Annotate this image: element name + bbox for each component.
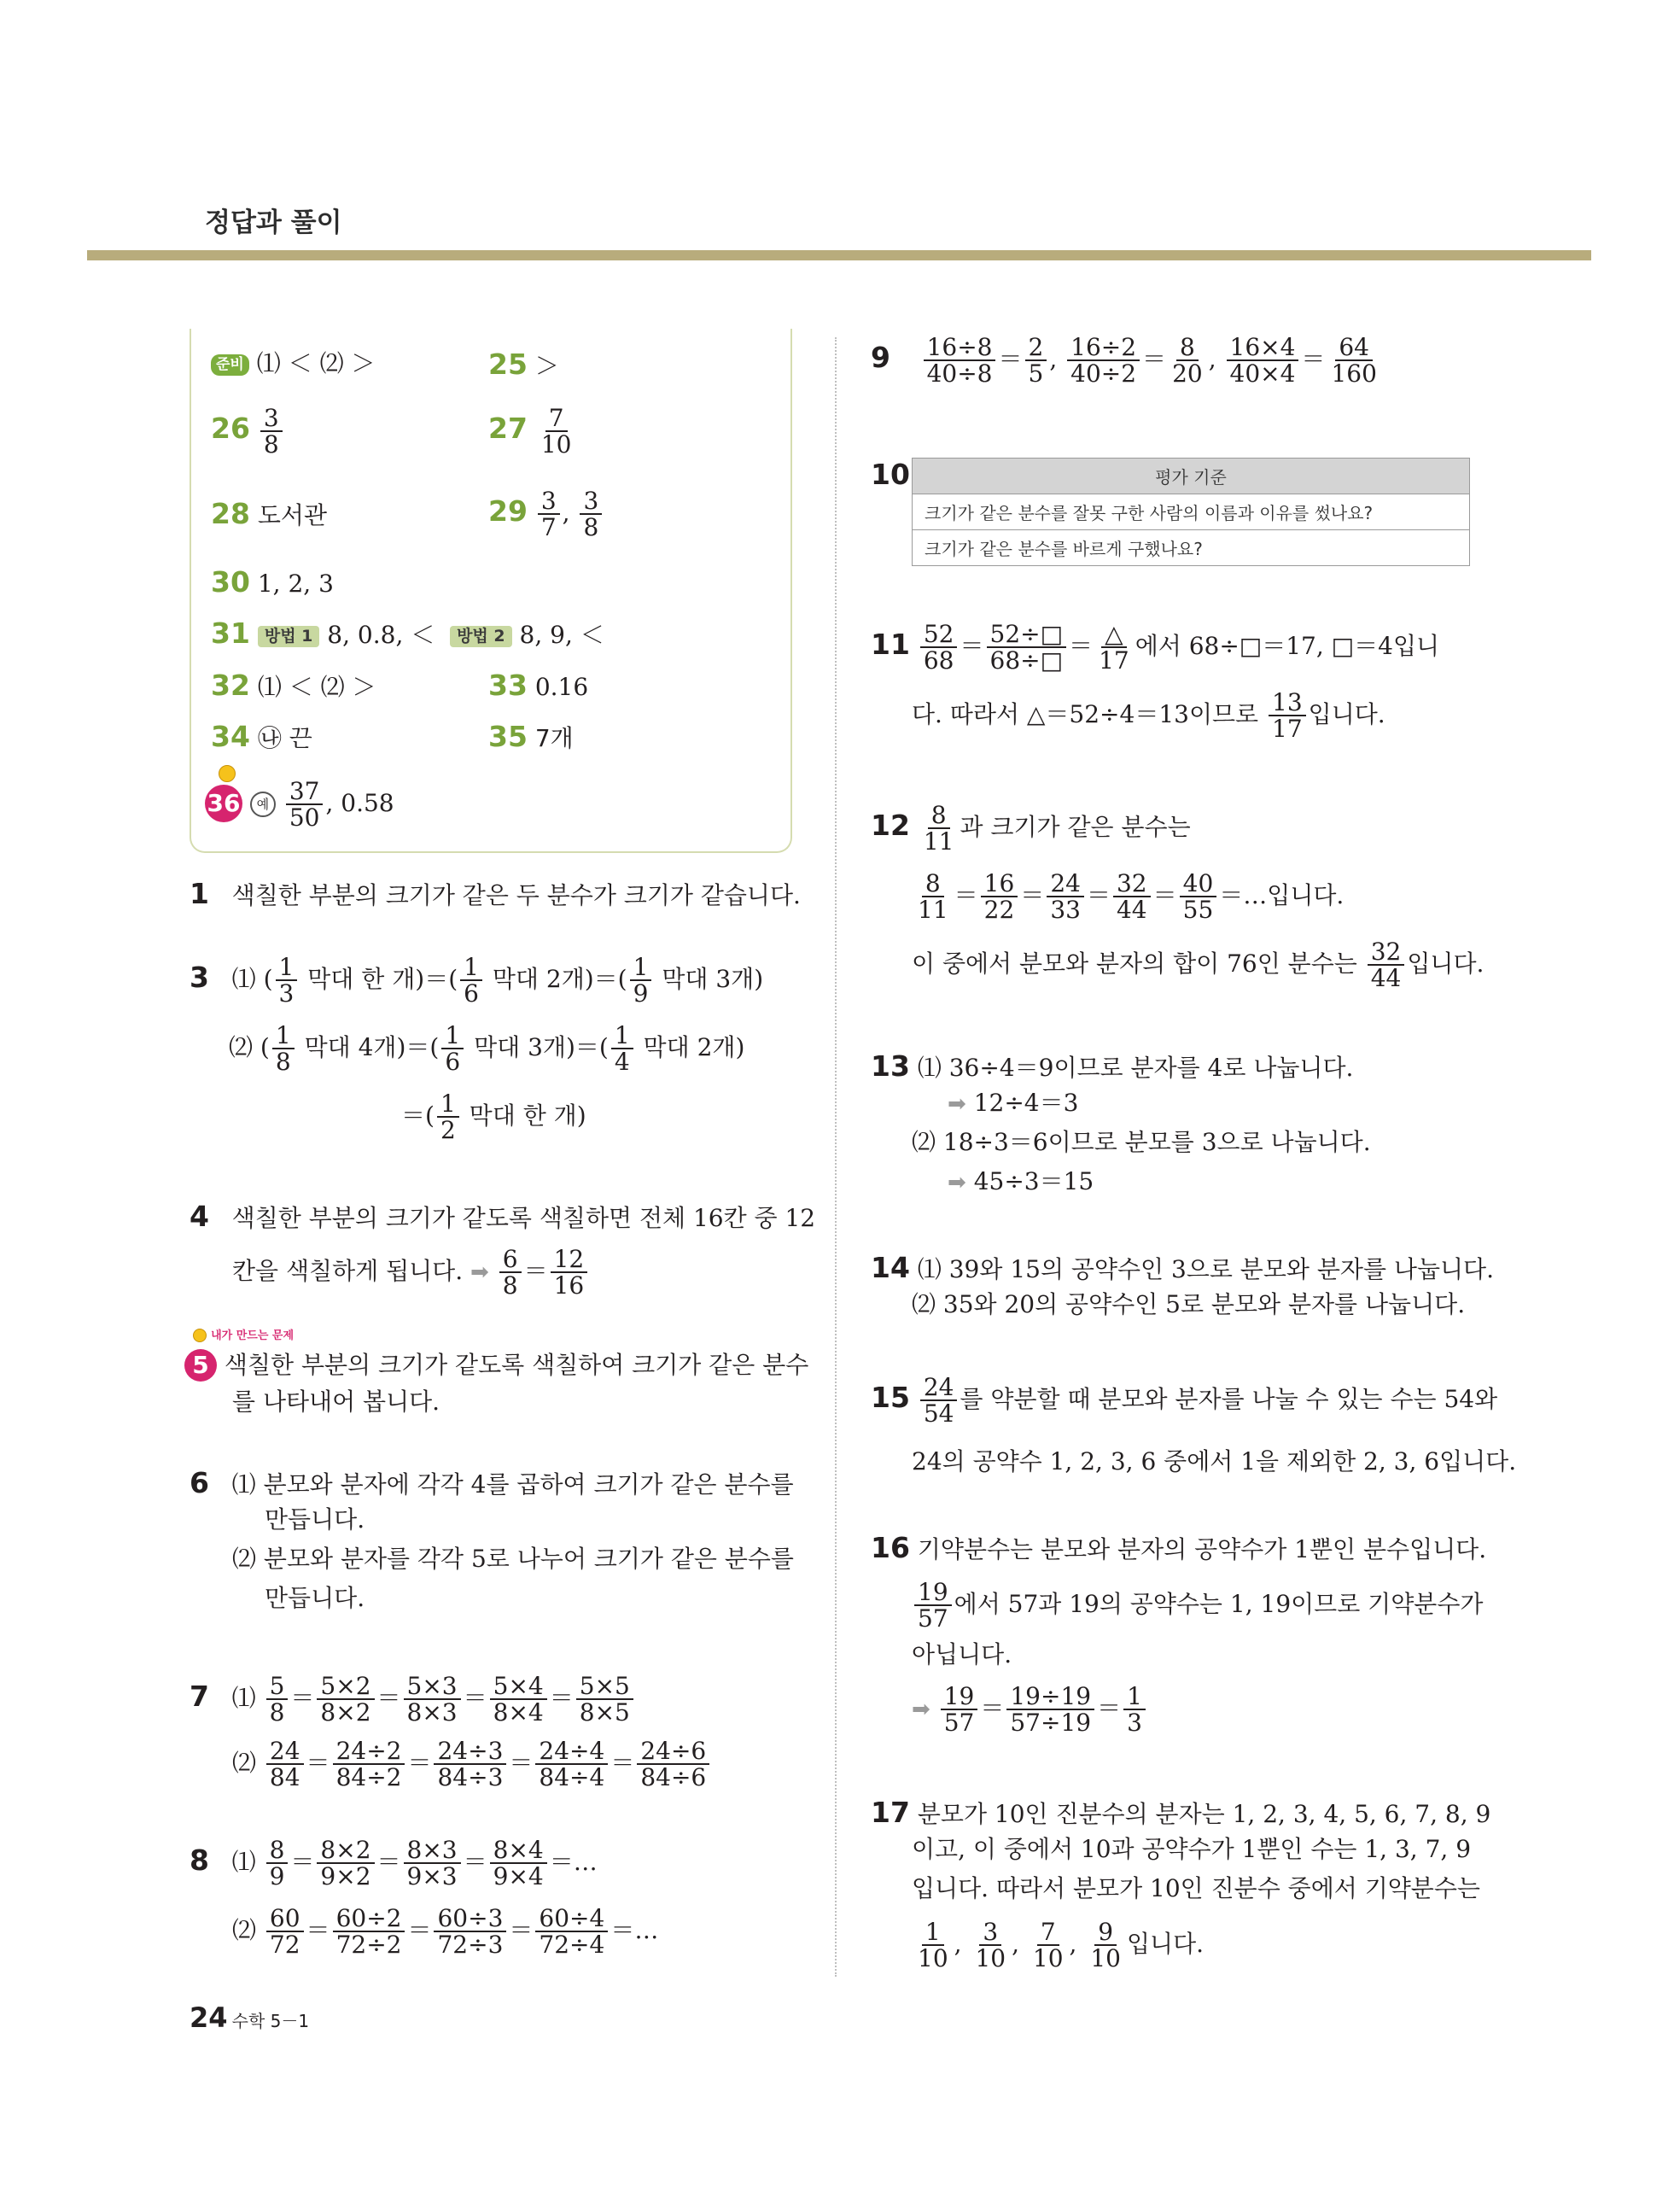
solution-11-line1: 11 $\frac{52}{68}$ ＝ $\frac{52\div□}{68\div□}$ ＝ △ 17 에서 68÷□＝17, □＝4입니 <box>871 620 1440 675</box>
arrow-right-icon: ➡ <box>912 1696 930 1722</box>
q25-num: 25 <box>488 348 528 381</box>
q28-num: 28 <box>211 497 250 530</box>
solution-6-a: 6 ⑴ 분모와 분자에 각각 4를 곱하여 크기가 같은 분수를 <box>190 1466 794 1499</box>
answer-28 <box>211 497 327 530</box>
answer-34 <box>211 722 312 751</box>
solution-12-line1: 12 $\frac{8}{11}$ 과 크기가 같은 분수는 <box>871 801 1191 856</box>
q33-num: 33 <box>488 669 528 702</box>
solution-4-line1: 4 색칠한 부분의 크기가 같도록 색칠하면 전체 16칸 중 12 <box>190 1200 816 1233</box>
q5-badge: 5 <box>184 1349 217 1382</box>
arrow-right-icon: ➡ <box>948 1091 966 1117</box>
solution-16-line1: 16 기약분수는 분모와 분자의 공약수가 1뿐인 분수입니다. <box>871 1531 1487 1564</box>
q25-text: ＞ <box>534 352 559 380</box>
criteria-header: 평가 기준 <box>913 459 1470 494</box>
answer-30 <box>211 565 334 599</box>
q33-text: 0.16 <box>534 673 589 701</box>
solution-11-line2: 다. 따라서 △＝52÷4＝13이므로 $\frac{13}{17}$ 입니다. <box>912 688 1385 744</box>
answer-29: 29 $\frac{3}{7}$ , $\frac{3}{8}$ <box>488 488 604 540</box>
solution-13-b: ⑵ 18÷3＝6이므로 분모를 3으로 나눕니다. <box>912 1128 1371 1156</box>
criteria-row-2: 크기가 같은 분수를 바르게 구했나요? <box>913 530 1470 566</box>
solution-16-line3: 아닙니다. <box>912 1640 1012 1668</box>
criteria-row-1: 크기가 같은 분수를 잘못 구한 사람의 이름과 이유를 썼나요? <box>913 494 1470 530</box>
solution-8-r1: 8 ⑴ $\frac{8}{9}$ ＝ $\frac{8\times 2}{9\times 2}$ ＝ $\frac{8\times 3}{9\times 3}$ ＝ $\frac{8\times 4}{9\times 4}$ ＝… <box>190 1836 598 1891</box>
q30-num: 30 <box>211 565 250 599</box>
solution-7-r2: ⑵ $\frac{24}{84}$ ＝ $\frac{24\div 2}{84\div 2}$ ＝ $\frac{24\div 3}{84\div 3}$ ＝ $\frac{24\div 4}{84\div 4}$ ＝ $\frac{24\div 6}{84\div 6}$ <box>232 1738 712 1791</box>
answer-32 <box>211 669 376 702</box>
header-rule <box>87 250 1591 260</box>
solution-16-chain: ➡ $\frac{19}{57}$ ＝ $\frac{19\div 19}{57\div 19}$ ＝ $\frac{1}{3}$ <box>912 1684 1148 1736</box>
solution-17-answer: $\frac{1}{10}$ , $\frac{3}{10}$ , $\frac{7}{10}$ , $\frac{9}{10}$ 입니다. <box>918 1918 1205 1973</box>
column-divider <box>835 337 837 1977</box>
solution-6-b: ⑵ 분모와 분자를 각각 5로 나누어 크기가 같은 분수를 <box>232 1545 794 1573</box>
solution-9: 9 $\frac{16\div 8}{40\div 8}$ ＝ $\frac{2}{5}$ , $\frac{16\div 2}{40\div 2}$ ＝ $\frac{8}{20}$ , $\frac{16\times 4}{40\times 4}$ ＝ $\frac{64}{160}$ <box>871 333 1377 389</box>
answer-junbi <box>211 349 376 377</box>
q29-fraction-b: $\frac{3}{8}$ <box>580 488 602 540</box>
solution-3-line3: ＝( $\frac{1}{2}$ 막대 한 개) <box>401 1090 586 1145</box>
q32-text: ⑴ ＜ ⑵ ＞ <box>257 673 376 701</box>
q32-num: 32 <box>211 669 250 702</box>
smile-icon <box>193 1329 207 1342</box>
method2-label: 방법 2 <box>450 626 512 647</box>
solution-13-a: 13 ⑴ 36÷4＝9이므로 분자를 4로 나눕니다. <box>871 1049 1354 1083</box>
answer-36 <box>205 779 394 831</box>
page-header-title: 정답과 풀이 <box>205 207 342 238</box>
page-number: 24 <box>190 2001 228 2034</box>
method1-label: 방법 1 <box>258 626 320 647</box>
solution-3-line2: ⑵ ( $\frac{1}{8}$ 막대 4개)＝( $\frac{1}{6}$ 막대 3개)＝( $\frac{1}{4}$ 막대 2개) <box>229 1021 745 1077</box>
solution-12-line2: $\frac{8}{11}$ ＝ $\frac{16}{22}$ ＝ $\frac{24}{33}$ ＝ $\frac{32}{44}$ ＝ $\frac{40}{55}$ ＝…입니다. <box>918 869 1345 925</box>
q36-text: , 0.58 <box>325 788 394 817</box>
q27-num: 27 <box>488 411 528 445</box>
circled-mark: ㉯ <box>257 724 282 752</box>
solution-16-line2: $\frac{19}{57}$ 에서 57과 19의 공약수는 1, 19이므로 기약분수가 <box>912 1580 1483 1632</box>
solution-12-line3: 이 중에서 분모와 분자의 합이 76인 분수는 $\frac{32}{44}$ 입니다. <box>912 938 1485 993</box>
q26-num: 26 <box>211 411 250 445</box>
junbi-label: 준비 <box>211 354 249 376</box>
solution-5-line1: 5 색칠한 부분의 크기가 같도록 색칠하여 크기가 같은 분수 <box>184 1349 808 1382</box>
q26-fraction: $\frac{3}{8}$ <box>260 406 283 458</box>
q34-num: 34 <box>211 720 250 753</box>
footer-subject: 수학 5－1 <box>231 2011 310 2031</box>
solution-13-b2: ➡ 45÷3＝15 <box>948 1167 1094 1195</box>
q27-fraction: $\frac{7}{10}$ <box>540 404 572 459</box>
solution-17-line3: 입니다. 따라서 분모가 10인 진분수 중에서 기약분수는 <box>912 1874 1480 1902</box>
q35-text: 7개 <box>534 724 574 752</box>
method2-text: 8, 9, ＜ <box>519 621 604 649</box>
answer-35 <box>488 722 574 751</box>
q29-num: 29 <box>488 494 528 528</box>
solution-7-r1: 7 ⑴ $\frac{5}{8}$ ＝ $\frac{5\times 2}{8\times 2}$ ＝ $\frac{5\times 3}{8\times 3}$ ＝ $\frac{5\times 4}{8\times 4}$ ＝ $\frac{5\times 5}{8\times 5}$ <box>190 1674 636 1726</box>
solution-17-line2: 이고, 이 중에서 10과 공약수가 1뿐인 수는 1, 3, 7, 9 <box>912 1835 1472 1863</box>
solution-8-r2: ⑵ $\frac{60}{72}$ ＝ $\frac{60\div 2}{72\div 2}$ ＝ $\frac{60\div 3}{72\div 3}$ ＝ $\frac{60\div 4}{72\div 4}$ ＝… <box>232 1904 659 1960</box>
answer-25 <box>488 348 559 381</box>
answer-27 <box>488 406 577 458</box>
method1-text: 8, 0.8, ＜ <box>327 621 435 649</box>
example-mark: 예 <box>250 792 276 817</box>
solution-17-line1: 17 분모가 10인 진분수의 분자는 1, 2, 3, 4, 5, 6, 7, 8, 9 <box>871 1796 1491 1829</box>
solution-4-line2: 칸을 색칠하게 됩니다. ➡ $\frac{6}{8}$ ＝ $\frac{12}{16}$ <box>232 1247 590 1299</box>
q31-num: 31 <box>211 616 250 650</box>
solution-14-b: ⑵ 35와 20의 공약수인 5로 분모와 분자를 나눕니다. <box>912 1290 1466 1318</box>
arrow-right-icon: ➡ <box>470 1259 489 1285</box>
q29-fraction-a: $\frac{3}{7}$ <box>538 488 560 540</box>
q36-badge: 36 <box>205 785 242 822</box>
q35-num: 35 <box>488 720 528 753</box>
answer-31 <box>211 616 604 650</box>
q10-num: 10 <box>871 458 910 491</box>
answer-33 <box>488 669 589 702</box>
q34-text: 끈 <box>289 724 312 752</box>
solution-15-line2: 24의 공약수 1, 2, 3, 6 중에서 1을 제외한 2, 3, 6입니다. <box>912 1447 1517 1475</box>
q28-text: 도서관 <box>257 501 327 529</box>
page-footer <box>190 2001 309 2034</box>
solution-6-a2: 만듭니다. <box>265 1505 365 1534</box>
q30-text: 1, 2, 3 <box>257 570 334 598</box>
junbi-text: ⑴ ＜ ⑵ ＞ <box>256 349 376 377</box>
answer-26 <box>211 406 285 458</box>
solution-13-a2: ➡ 12÷4＝3 <box>948 1089 1079 1117</box>
solution-15-line1: 15 $\frac{24}{54}$ 를 약분할 때 분모와 분자를 나눌 수 있는 수는 54와 <box>871 1373 1498 1429</box>
solution-3-line1: 3 ⑴ ( $\frac{1}{3}$ 막대 한 개)＝( $\frac{1}{6}$ 막대 2개)＝( $\frac{1}{9}$ 막대 3개) <box>190 953 764 1008</box>
evaluation-criteria-table <box>912 458 1470 566</box>
solution-6-b2: 만듭니다. <box>265 1584 365 1612</box>
arrow-right-icon: ➡ <box>948 1170 966 1195</box>
solution-5-line2: 를 나타내어 봅니다. <box>232 1388 440 1416</box>
q36-fraction: $\frac{37}{50}$ <box>286 779 324 831</box>
my-problem-tag: 내가 만드는 문제 <box>193 1326 294 1342</box>
solution-1: 1 색칠한 부분의 크기가 같은 두 분수가 크기가 같습니다. <box>190 877 801 910</box>
solution-14-a: 14 ⑴ 39와 15의 공약수인 3으로 분모와 분자를 나눕니다. <box>871 1251 1494 1284</box>
